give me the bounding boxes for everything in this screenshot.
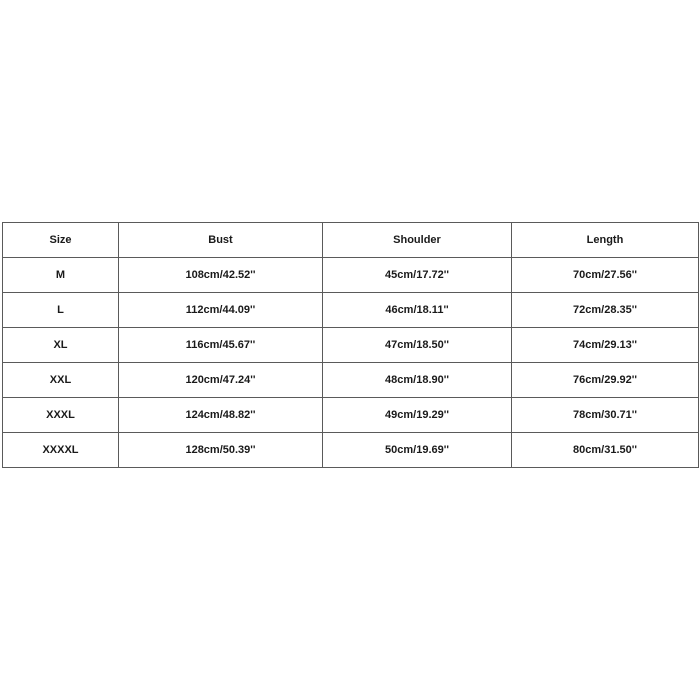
cell-size: M: [3, 258, 119, 293]
table-row: [3, 328, 699, 363]
cell-bust: 124cm/48.82'': [119, 398, 323, 433]
header-shoulder: Shoulder: [323, 223, 512, 258]
table-row: [3, 433, 699, 468]
cell-bust: 128cm/50.39'': [119, 433, 323, 468]
table-row: [3, 293, 699, 328]
cell-shoulder: 45cm/17.72'': [323, 258, 512, 293]
cell-shoulder: 47cm/18.50'': [323, 328, 512, 363]
cell-size: XXXL: [3, 398, 119, 433]
cell-length: 80cm/31.50'': [512, 433, 699, 468]
cell-size: XXL: [3, 363, 119, 398]
cell-shoulder: 50cm/19.69'': [323, 433, 512, 468]
cell-bust: 120cm/47.24'': [119, 363, 323, 398]
cell-shoulder: 46cm/18.11'': [323, 293, 512, 328]
cell-size: XXXXL: [3, 433, 119, 468]
cell-length: 76cm/29.92'': [512, 363, 699, 398]
cell-length: 72cm/28.35'': [512, 293, 699, 328]
cell-bust: 112cm/44.09'': [119, 293, 323, 328]
table-header-row: [3, 223, 699, 258]
header-size: Size: [3, 223, 119, 258]
header-bust: Bust: [119, 223, 323, 258]
cell-length: 74cm/29.13'': [512, 328, 699, 363]
table-row: [3, 398, 699, 433]
cell-shoulder: 49cm/19.29'': [323, 398, 512, 433]
header-length: Length: [512, 223, 699, 258]
table-row: [3, 258, 699, 293]
cell-size: L: [3, 293, 119, 328]
cell-bust: 116cm/45.67'': [119, 328, 323, 363]
size-chart-table: [2, 222, 699, 468]
cell-size: XL: [3, 328, 119, 363]
cell-shoulder: 48cm/18.90'': [323, 363, 512, 398]
cell-length: 70cm/27.56'': [512, 258, 699, 293]
table-row: [3, 363, 699, 398]
cell-bust: 108cm/42.52'': [119, 258, 323, 293]
cell-length: 78cm/30.71'': [512, 398, 699, 433]
